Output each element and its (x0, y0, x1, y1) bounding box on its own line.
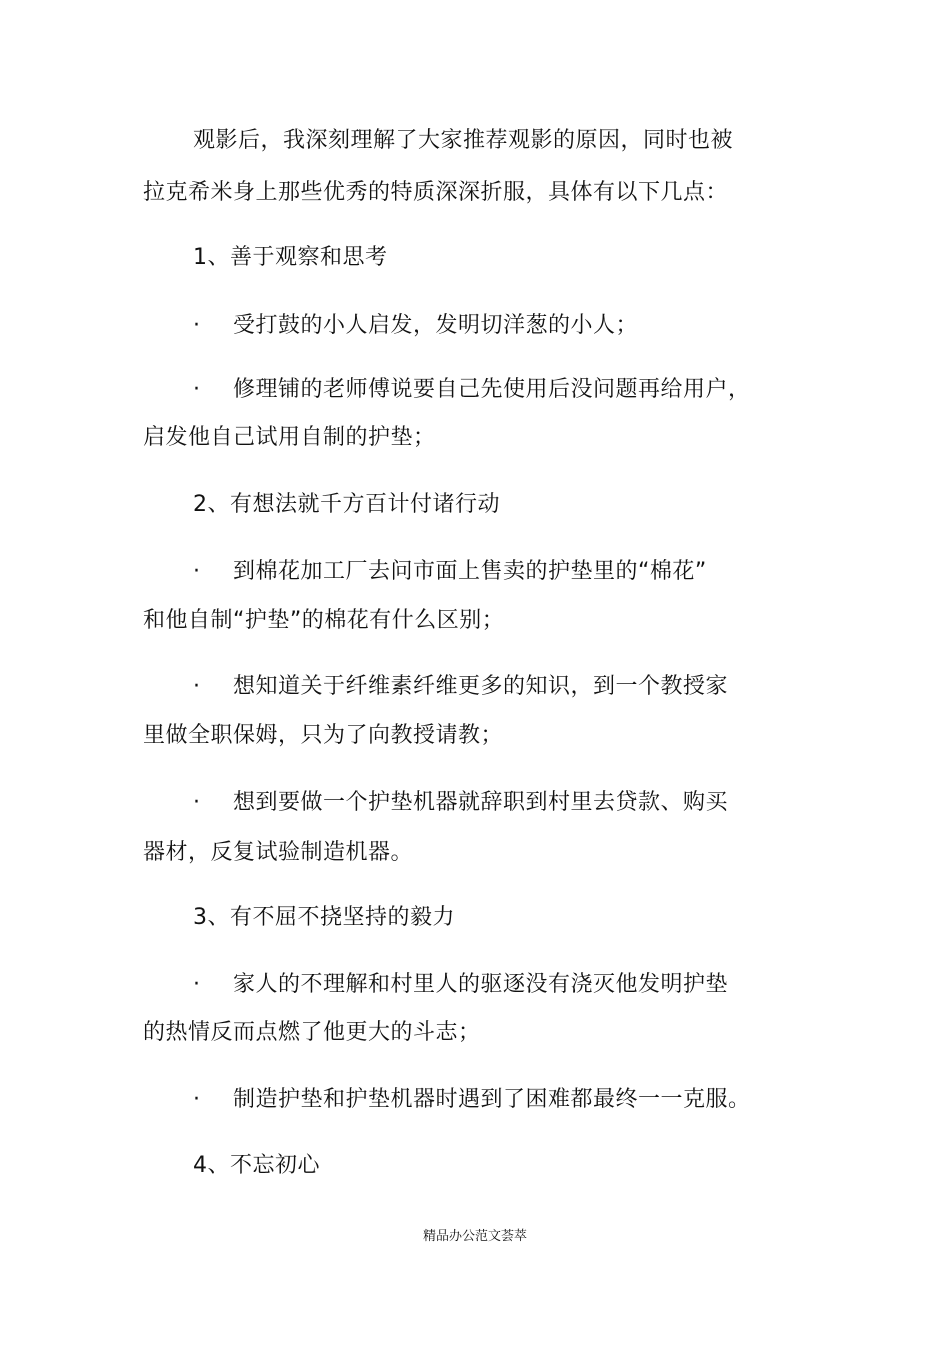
intro-line-2: 拉克希米身上那些优秀的特质深深折服，具体有以下几点： (143, 180, 729, 205)
section-2-item-1 (193, 557, 707, 587)
section-2-item-1-line-2: 和他自制“护垫”的棉花有什么区别； (143, 608, 505, 633)
bullet-marker: · (193, 674, 201, 699)
section-4-heading: 4、不忘初心 (193, 1153, 320, 1178)
section-1-item-1-line-1: 受打鼓的小人启发，发明切洋葱的小人； (233, 313, 639, 338)
section-2-item-3-line-2: 器材，反复试验制造机器。 (143, 840, 414, 865)
section-1-item-2-line-2: 启发他自己试用自制的护垫； (143, 425, 436, 450)
section-2-heading: 2、有想法就千方百计付诸行动 (193, 492, 500, 517)
section-3-item-1 (193, 970, 728, 1000)
section-2-item-2-line-1: 想知道关于纤维素纤维更多的知识，到一个教授家 (233, 674, 729, 699)
section-2-item-1-line-1: 到棉花加工厂去问市面上售卖的护垫里的“棉花” (233, 559, 707, 584)
bullet-marker: · (193, 559, 201, 584)
page-footer: 精品办公范文荟萃 (422, 1229, 527, 1244)
section-3-heading: 3、有不屈不挠坚持的毅力 (193, 905, 455, 930)
bullet-marker: · (193, 1087, 201, 1112)
section-1-item-1 (193, 311, 638, 341)
section-3-item-1-line-2: 的热情反而点燃了他更大的斗志； (143, 1020, 481, 1045)
bullet-marker: · (193, 313, 201, 338)
section-2-item-3-line-1: 想到要做一个护垫机器就辞职到村里去贷款、购买 (233, 790, 729, 815)
bullet-marker: · (193, 972, 201, 997)
section-2-item-2 (193, 672, 728, 702)
bullet-marker: · (193, 377, 201, 402)
section-1-item-2 (193, 375, 751, 405)
intro-line-1: 观影后，我深刻理解了大家推荐观影的原因，同时也被 (193, 128, 734, 153)
section-3-item-2 (193, 1085, 751, 1115)
section-3-item-2-line-1: 制造护垫和护垫机器时遇到了困难都最终一一克服。 (233, 1087, 751, 1112)
section-1-item-2-line-1: 修理铺的老师傅说要自己先使用后没问题再给用户， (233, 377, 751, 402)
bullet-marker: · (193, 790, 201, 815)
section-1-heading: 1、善于观察和思考 (193, 245, 388, 270)
section-3-item-1-line-1: 家人的不理解和村里人的驱逐没有浇灭他发明护垫 (233, 972, 729, 997)
section-2-item-2-line-2: 里做全职保姆，只为了向教授请教； (143, 723, 504, 748)
section-2-item-3 (193, 788, 728, 818)
